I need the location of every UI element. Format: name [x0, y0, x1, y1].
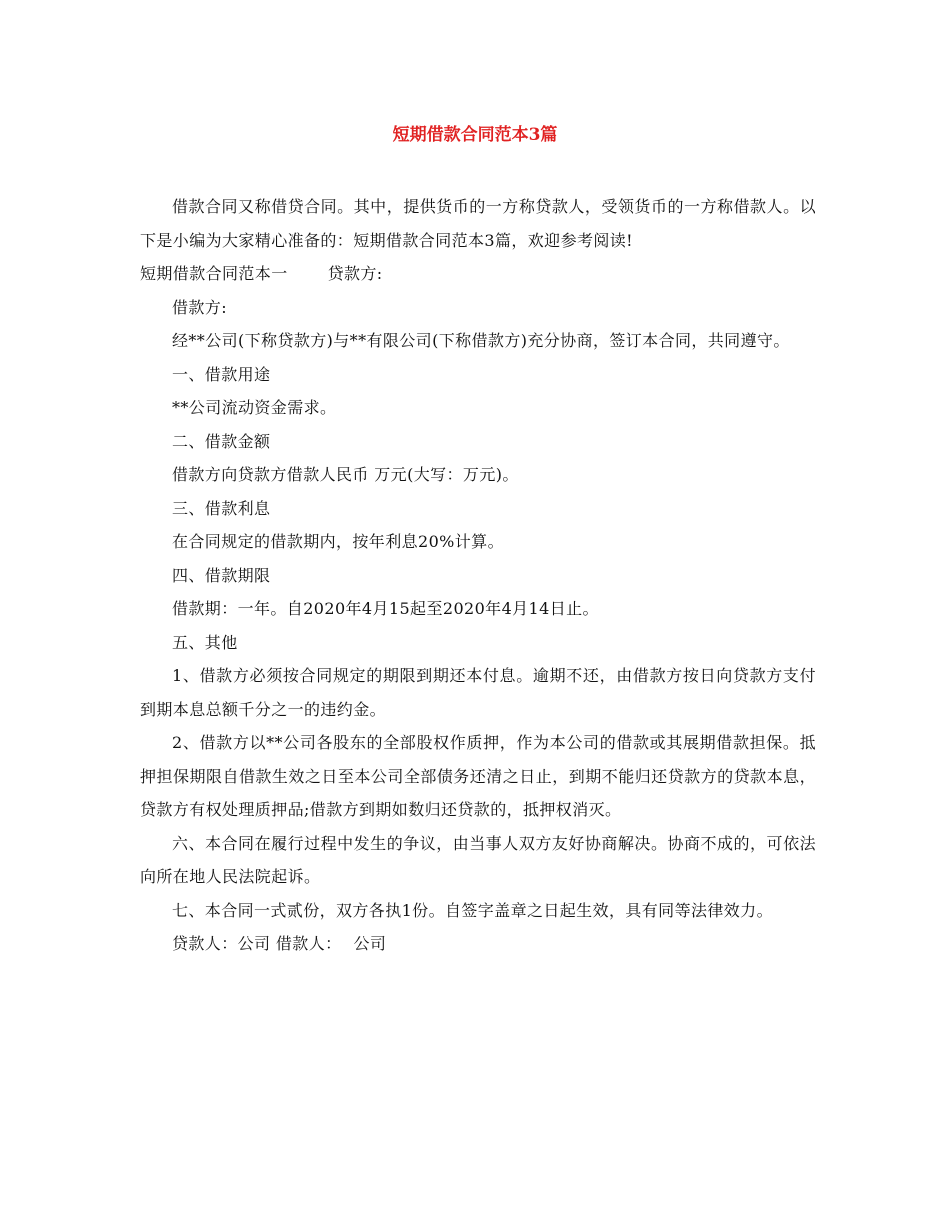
borrower-signature: 借款人：	[275, 934, 342, 953]
preamble-paragraph: 经**公司(下称贷款方)与**有限公司(下称借款方)充分协商，签订本合同，共同遵守。	[172, 331, 790, 350]
other-heading: 五、其他	[172, 632, 238, 652]
borrower-company: 公司	[353, 934, 387, 953]
lender-label: 贷款方:	[327, 264, 383, 283]
intro-paragraph: 借款合同又称借贷合同。其中，提供货币的一方称贷款人，受领货币的一方称借款人。以下是小编为大家精心准备的：短期借款合同范本3篇，欢迎参考阅读!	[140, 197, 816, 250]
section-heading: 短期借款合同范本一	[140, 264, 288, 283]
lender-signature: 贷款人：公司	[172, 934, 271, 953]
clause-body: 借款方向贷款方借款人民币 万元(大写：万元)。	[172, 465, 519, 484]
clause-heading: 三、借款利息	[172, 498, 271, 518]
clause-six-paragraph: 六、本合同在履行过程中发生的争议，由当事人双方友好协商解决。协商不成的，可依法向所在地人民法院起诉。	[140, 833, 816, 886]
clause-heading: 一、借款用途	[172, 364, 271, 384]
clause-heading: 四、借款期限	[172, 565, 271, 585]
clause-body: 在合同规定的借款期内，按年利息20%计算。	[172, 532, 504, 551]
clause-seven-paragraph: 七、本合同一式贰份，双方各执1份。自签字盖章之日起生效，具有同等法律效力。	[172, 900, 773, 920]
other-item: 2、借款方以**公司各股东的全部股权作质押，作为本公司的借款或其展期借款担保。抵押担保期限自借款生效之日至本公司全部债务还清之日止，到期不能归还贷款方的贷款本息，贷款方有权处理质押品;借款方到期如数归还贷款的，抵押权消灭。	[140, 733, 816, 819]
other-item: 1、借款方必须按合同规定的期限到期还本付息。逾期不还，由借款方按日向贷款方支付到期本息总额千分之一的违约金。	[140, 666, 816, 719]
clause-body: 借款期：一年。自2020年4月15起至2020年4月14日止。	[172, 599, 599, 618]
clause-body: **公司流动资金需求。	[172, 398, 337, 417]
document-title: 短期借款合同范本3篇	[392, 125, 558, 145]
signature-line	[140, 927, 816, 961]
clause-heading: 二、借款金额	[172, 431, 271, 451]
section-heading-line	[140, 257, 816, 291]
borrower-label: 借款方:	[172, 297, 227, 317]
document-body	[140, 190, 816, 961]
